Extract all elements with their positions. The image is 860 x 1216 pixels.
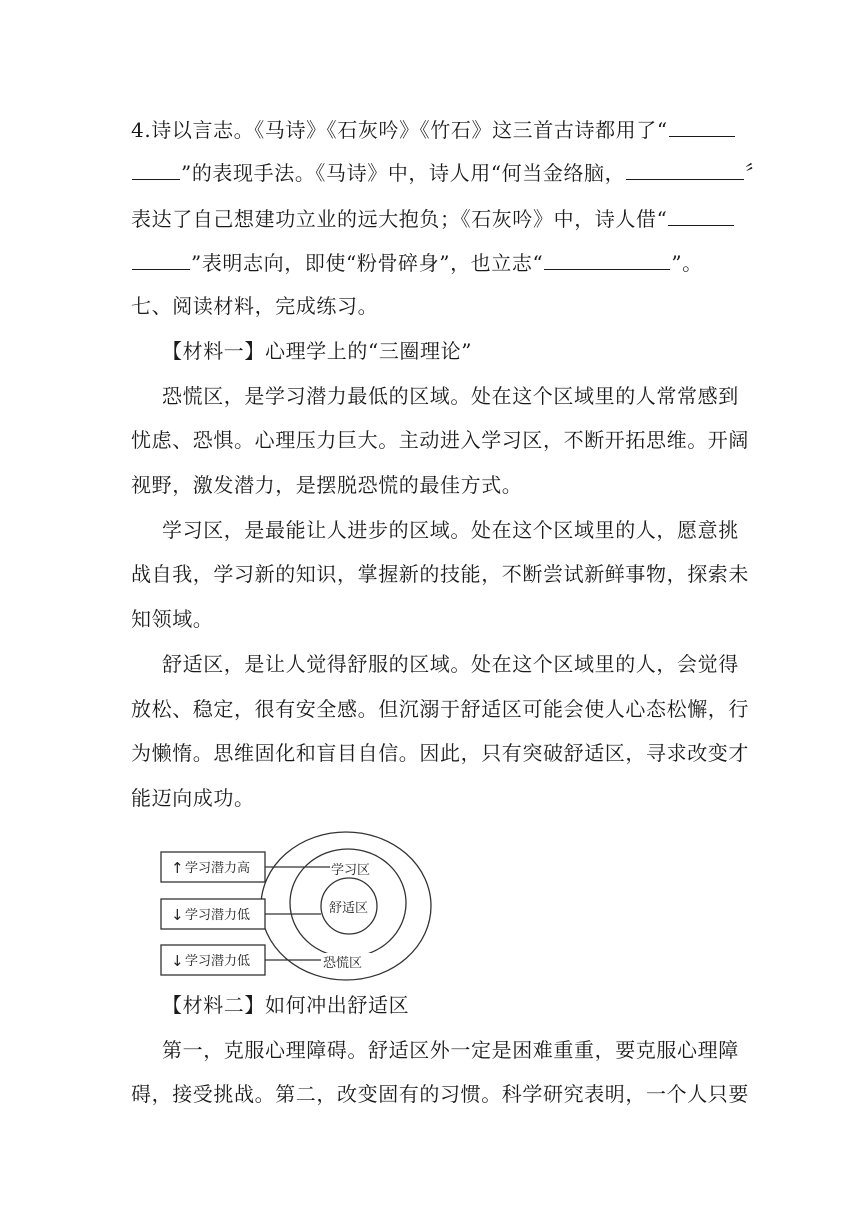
box-label-low-1: 学习潜力低	[185, 908, 251, 923]
answer-blank[interactable]	[669, 116, 735, 137]
arrow-down-icon: ↓	[171, 906, 184, 924]
material-2-title: 【材料二】如何冲出舒适区	[162, 993, 410, 1017]
answer-blank[interactable]	[626, 159, 744, 180]
question-4-line-4: ”表明志向，即使“粉骨碎身”，也立志“ ”。	[131, 249, 703, 277]
paragraph-breakout-line-2: 碍，接受挑战。第二，改变固有的习惯。科学研究表明，一个人只要	[131, 1082, 749, 1106]
paragraph-learning-line-3: 知领域。	[131, 607, 214, 631]
paragraph-comfort-line-1: 舒适区，是让人觉得舒服的区域。处在这个区域里的人，会觉得	[162, 652, 739, 676]
paragraph-panic-line-2: 忧虑、恐惧。心理压力巨大。主动进入学习区，不断开拓思维。开阔	[131, 428, 749, 452]
arrow-up-icon: ↑	[171, 859, 184, 877]
answer-blank[interactable]	[132, 249, 190, 270]
paragraph-comfort-line-3: 为懒惰。思维固化和盲目自信。因此，只有突破舒适区，寻求改变才	[131, 741, 749, 765]
answer-blank[interactable]	[544, 249, 670, 270]
arrow-down-icon: ↓	[171, 952, 184, 970]
paragraph-comfort-line-2: 放松、稳定，很有安全感。但沉溺于舒适区可能会使人心态松懈，行	[131, 697, 749, 721]
box-label-high: 学习潜力高	[185, 861, 251, 876]
learning-zone-label: 学习区	[331, 863, 371, 878]
section-7-heading: 七、阅读材料，完成练习。	[131, 294, 379, 318]
material-1-title: 【材料一】心理学上的“三圈理论”	[162, 339, 473, 363]
paragraph-panic-line-3: 视野，激发潜力，是摆脱恐慌的最佳方式。	[131, 473, 523, 497]
answer-blank[interactable]	[668, 205, 734, 226]
three-zone-diagram	[155, 828, 435, 983]
paragraph-learning-line-1: 学习区，是最能让人进步的区域。处在这个区域里的人，愿意挑	[162, 518, 739, 542]
paragraph-panic-line-1: 恐慌区，是学习潜力最低的区域。处在这个区域里的人常常感到	[162, 384, 739, 408]
answer-blank[interactable]	[132, 159, 180, 180]
paragraph-learning-line-2: 战自我，学习新的知识，掌握新的技能，不断尝试新鲜事物，探索未	[131, 562, 749, 586]
question-4-line-1: 4.诗以言志。《马诗》《石灰吟》《竹石》这三首古诗都用了“	[131, 116, 736, 144]
question-4-line-2: ”的表现手法。《马诗》中，诗人用“何当金络脑， 〞	[131, 159, 766, 187]
question-4-line-3: 表达了自己想建功立业的远大抱负；《石灰吟》中，诗人借“	[131, 205, 735, 233]
paragraph-breakout-line-1: 第一，克服心理障碍。舒适区外一定是困难重重，要克服心理障	[162, 1038, 739, 1062]
comfort-zone-label: 舒适区	[329, 901, 369, 916]
paragraph-comfort-line-4: 能迈向成功。	[131, 786, 255, 810]
box-label-low-2: 学习潜力低	[185, 954, 251, 969]
panic-zone-label: 恐慌区	[323, 956, 363, 971]
